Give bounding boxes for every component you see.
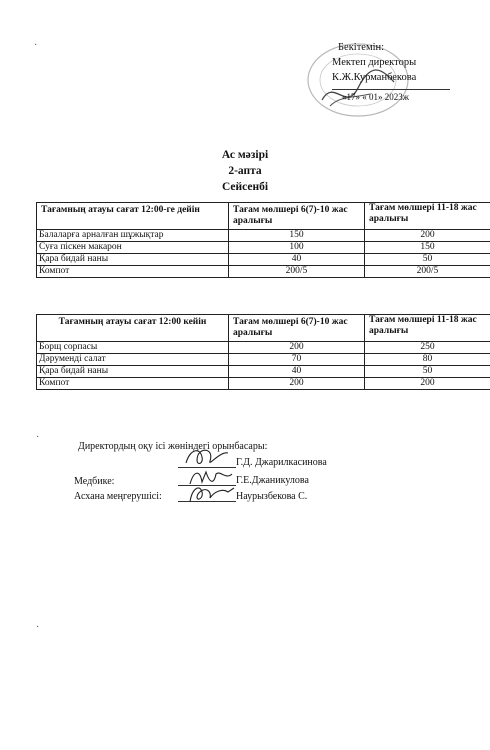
canteen-title: Асхана меңгерушісі: (74, 491, 162, 502)
portion-6-10: 40 (229, 366, 365, 378)
menu-heading (0, 147, 490, 195)
table-row (37, 342, 490, 354)
dish-name: Қара бидай наны (37, 366, 229, 378)
canteen-signature (184, 482, 240, 508)
portion-11-18: 80 (365, 354, 490, 366)
portion-6-10: 200 (229, 378, 365, 390)
approval-block (332, 40, 450, 105)
portion-11-18: 200 (365, 230, 490, 242)
approval-position: Мектеп директоры (332, 57, 417, 68)
dish-name: Компот (37, 266, 229, 278)
portion-6-10: 200 (229, 342, 365, 354)
dish-name: Қара бидай наны (37, 254, 229, 266)
menu-day: Сейсенбі (221, 181, 269, 193)
portion-6-10: 200/5 (229, 266, 365, 278)
table-row (37, 354, 490, 366)
portion-6-10: 70 (229, 354, 365, 366)
dish-name: Борщ сорпасы (37, 342, 229, 354)
canteen-name: Наурызбекова С. (236, 491, 308, 502)
deputy-title: Директордың оқу ісі жөніндегі орынбасары: (78, 441, 268, 452)
scan-speck: · (36, 622, 40, 633)
dish-name: Дәруменді салат (37, 354, 229, 366)
nurse-title: Медбике: (74, 476, 115, 487)
table-header-age-11-18: Тағам мөлшері 11-18 жас аралығы (365, 315, 490, 342)
scan-speck: · (34, 40, 38, 51)
dish-name: Суға піскен макарон (37, 242, 229, 254)
portion-11-18: 50 (365, 254, 490, 266)
nurse-name: Г.Е.Джаникулова (236, 475, 309, 486)
portion-6-10: 40 (229, 254, 365, 266)
menu-title: Ас мәзірі (221, 149, 269, 161)
approval-label: Бекітемін: (338, 42, 385, 53)
approval-date: «17» « 01» 2023ж (342, 92, 409, 102)
menu-week: 2-апта (228, 165, 262, 177)
deputy-name: Г.Д. Джарилкасинова (236, 457, 327, 468)
scan-speck: · (36, 432, 40, 443)
table-header-dish: Тағамның атауы сағат 12:00-ге дейін (37, 203, 229, 230)
portion-11-18: 200/5 (365, 266, 490, 278)
table-row (37, 378, 490, 390)
portion-11-18: 150 (365, 242, 490, 254)
approval-person: К.Ж.Курманбекова (332, 72, 417, 83)
table-header-row (37, 203, 490, 230)
table-row (37, 254, 490, 266)
portion-11-18: 200 (365, 378, 490, 390)
portion-11-18: 250 (365, 342, 490, 354)
table-header-age-6-10: Тағам мөлшері 6(7)-10 жас аралығы (229, 203, 365, 230)
table-header-row (37, 315, 490, 342)
table-row (37, 266, 490, 278)
table-header-age-6-10: Тағам мөлшері 6(7)-10 жас аралығы (229, 315, 365, 342)
table-header-dish: Тағамның атауы сағат 12:00 кейін (37, 315, 229, 342)
menu-table-after-noon (36, 314, 490, 390)
table-header-age-11-18: Тағам мөлшері 11-18 жас аралығы (365, 203, 490, 230)
dish-name: Балаларға арналған шұжықтар (37, 230, 229, 242)
portion-6-10: 150 (229, 230, 365, 242)
table-row (37, 366, 490, 378)
table-row (37, 242, 490, 254)
portion-6-10: 100 (229, 242, 365, 254)
table-row (37, 230, 490, 242)
dish-name: Компот (37, 378, 229, 390)
menu-table-before-noon (36, 202, 490, 278)
portion-11-18: 50 (365, 366, 490, 378)
